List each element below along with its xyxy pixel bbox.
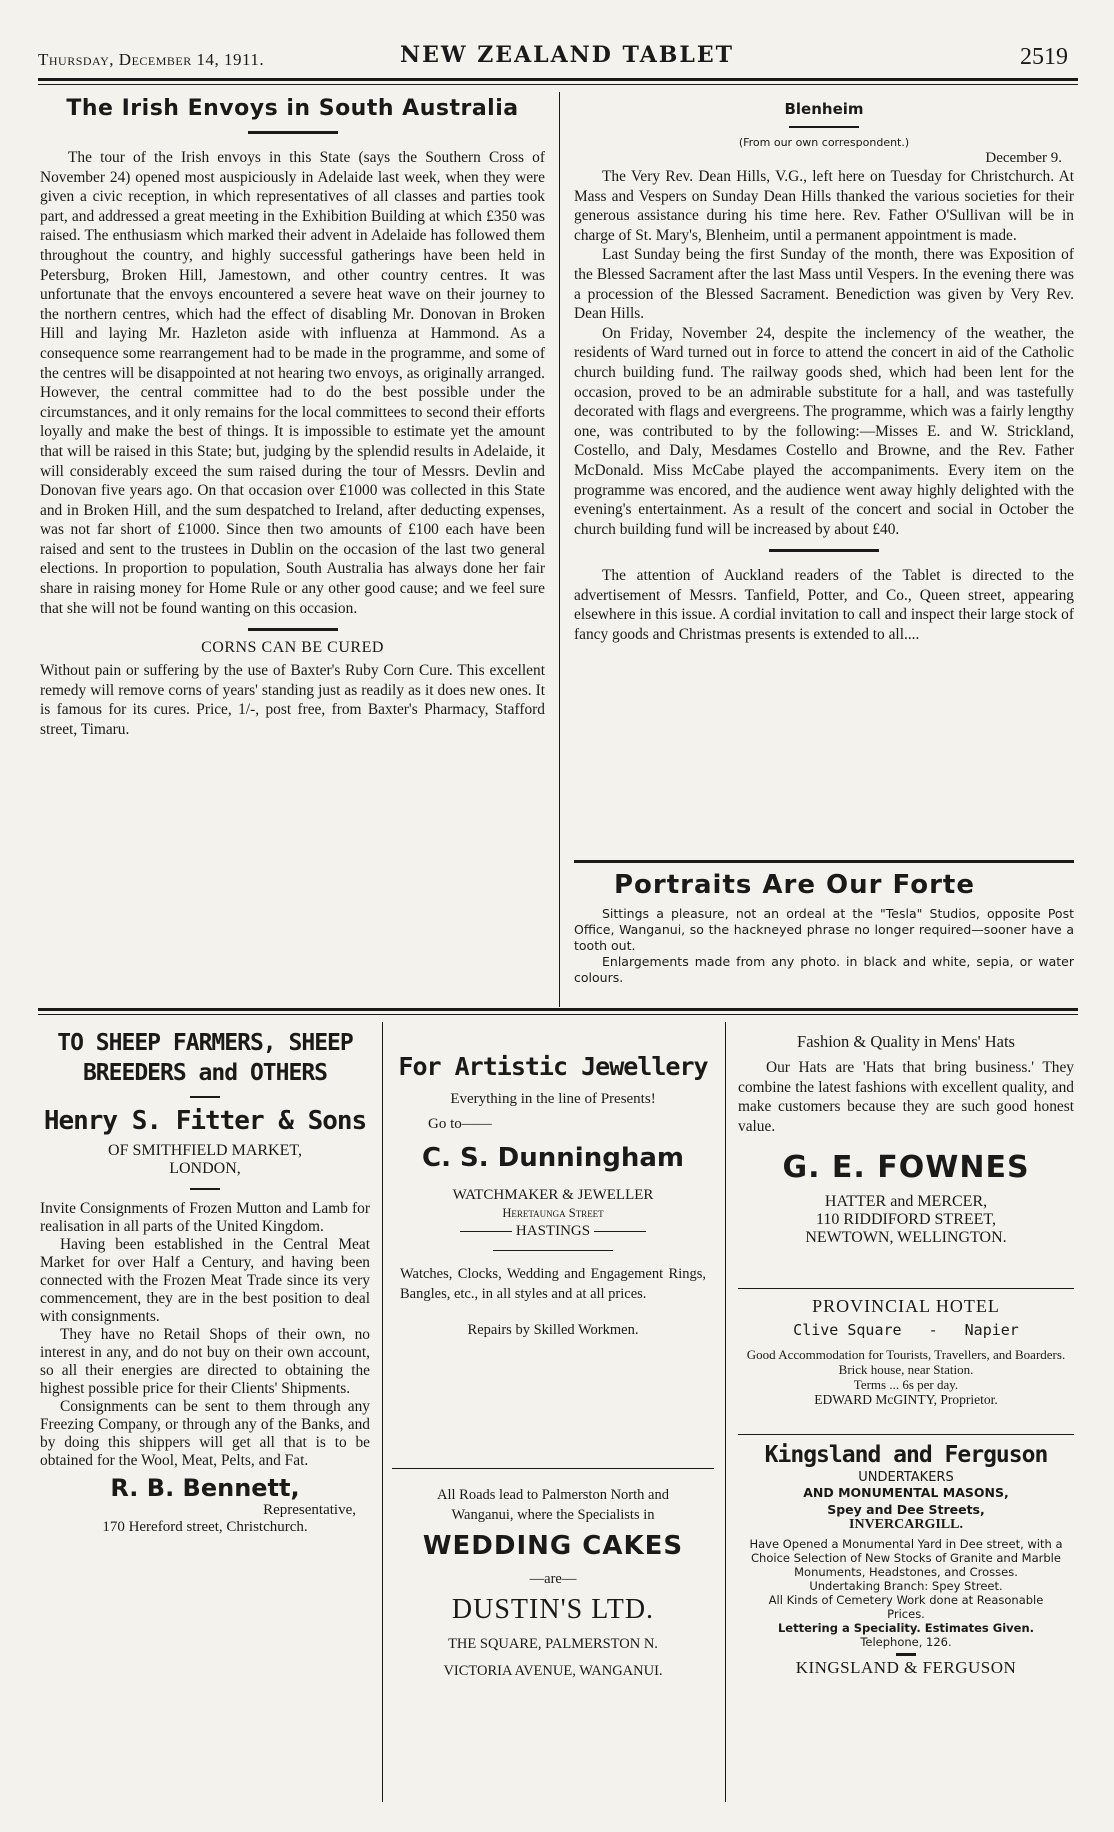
hotel-bottom-rule [738,1434,1074,1435]
cakes-intro: All Roads lead to Palmerston North and Wanganui, where the Specialists in [437,1487,669,1523]
fownes-firm: G. E. FOWNES [782,1150,1030,1185]
hotel-owner: EDWARD McGINTY, Proprietor. [814,1392,998,1407]
fitter-market: OF SMITHFIELD MARKET, [108,1142,302,1159]
hotel-location [738,1321,1074,1339]
hotel-ad [738,1296,1074,1408]
jewellery-goods: Watches, Clocks, Wedding and Engagement Rings, Bangles, etc., in all styles and at all prices. [400,1266,706,1302]
hotel-title: PROVINCIAL HOTEL [812,1296,1000,1316]
cakes-ad [392,1486,714,1680]
cakes-addr-1: THE SQUARE, PALMERSTON N. [448,1636,658,1652]
fitter-para-3: They have no Retail Shops of their own, no interest in any, and do not buy on their own account, so all their energies are directed to obtaining the highest possible price for their Clients' Shipments. [40,1326,370,1397]
kingsland-title: Kingsland and Ferguson [764,1442,1048,1468]
kingsland-work: All Kinds of Cemetery Work done at Reasonable Prices. [768,1593,1044,1621]
kingsland-ad [738,1442,1074,1678]
corns-body: Without pain or suffering by the use of Baxter's Ruby Corn Cure. This excellent remedy will remove corns of years' standing just as readily as it does new ones. It is famous for its cures. Price, 1/-, post free, from Baxter's Pharmacy, Stafford street, Timaru. [40,662,545,739]
jewellery-ad [392,1052,714,1339]
fitter-headline-2: BREEDERS and OTHERS [82,1060,328,1086]
jewellery-rule [493,1250,613,1251]
jewellery-town-text: HASTINGS [515,1223,591,1239]
cakes-addr-2: VICTORIA AVENUE, WANGANUI. [443,1663,663,1679]
fownes-body: Our Hats are 'Hats that bring business.' They combine the latest fashions with excellent quality, and make customers because they are such good honest value. [738,1059,1074,1135]
jewellery-repairs: Repairs by Skilled Workmen. [467,1322,639,1338]
kingsland-footer: KINGSLAND & FERGUSON [795,1658,1017,1677]
cakes-headline: WEDDING CAKES [422,1531,684,1561]
kingsland-line-3: Spey and Dee Streets, [827,1502,985,1517]
portraits-top-rule [574,860,1074,863]
portraits-title: Portraits Are Our Forte [614,870,975,900]
fitter-rep-title: Representative, [263,1502,356,1518]
kingsland-letter: Lettering a Speciality. Estimates Given. [777,1621,1034,1635]
fitter-firm: Henry S. Fitter & Sons [43,1106,367,1136]
fitter-ad [40,1030,370,1536]
blenheim-para-1: The Very Rev. Dean Hills, V.G., left here on Tuesday for Christchurch. At Mass and Vespers on Sunday Dean Hills thanked the various societies for their generous assistance during his time here. Rev. Father O'Sullivan will be in charge of St. Mary's, Blenheim, until a permanent appointment is made. [574,168,1074,244]
fownes-trade: HATTER and MERCER, [824,1193,988,1210]
blenheim-ornament [789,126,859,128]
fitter-rep-name: R. B. Bennett, [110,1474,300,1502]
portraits-ad [574,870,1074,986]
fitter-para-4: Consignments can be sent to them through any Freezing Company, or through any of the Banks, and by doing this shippers will get all that is to be obtained for the Wool, Meat, Pelts, and Fat. [40,1398,370,1469]
fownes-title: Fashion & Quality in Mens' Hats [797,1032,1015,1051]
jewellery-trade: WATCHMAKER & JEWELLER [452,1187,654,1203]
hotel-terms: Terms ... 6s per day. [853,1377,959,1392]
page-number: 2519 [1020,44,1068,70]
jewellery-town [392,1223,714,1240]
portraits-text-1: Sittings a pleasure, not an ordeal at the "Tesla" Studios, opposite Post Office, Wanganui, so the hackneyed phrase no longer required—sooner have a tooth out. [574,906,1074,953]
blenheim-byline: (From our own correspondent.) [738,136,910,149]
ads-divider-2 [725,1022,726,1802]
hotel-location-sep: - [928,1321,938,1339]
jewellery-bottom-rule [392,1468,714,1469]
fownes-bottom-rule [738,1288,1074,1289]
jewellery-firm: C. S. Dunningham [422,1143,684,1173]
masthead: NEW ZEALAND TABLET [400,42,734,68]
blenheim-article [574,100,1074,645]
irish-envoys-article [40,96,545,740]
ads-divider-1 [382,1022,383,1802]
cakes-are: —are— [529,1571,577,1587]
header-rule [38,78,1078,81]
fitter-address: 170 Hereford street, Christchurch. [102,1519,308,1535]
hotel-location-left: Clive Square [793,1321,902,1339]
jewellery-line-2: Go to—— [428,1116,492,1132]
ads-top-rule-thin [38,1014,1078,1015]
fitter-para-2: Having been established in the Central Meat Market for over Half a Century, and having been connected with the Frozen Meat Trade since its very commencement, they are in the best position to deal with consignments. [40,1236,370,1325]
header-rule-thin [38,84,1078,85]
kingsland-ornament [896,1653,916,1656]
portraits-text-2: Enlargements made from any photo. in black and white, sepia, or water colours. [574,954,1074,985]
title-ornament [248,131,338,134]
blenheim-date: December 9. [985,150,1062,166]
blenheim-para-2: Last Sunday being the first Sunday of the month, there was Exposition of the Blessed Sacrament after the last Mass until Vespers. In the evening there was a procession of the Blessed Sacrament. Benediction was given by Very Rev. Dean Hills. [574,246,1074,323]
fitter-headline-1: TO SHEEP FARMERS, SHEEP [57,1030,353,1056]
fitter-city: LONDON, [169,1160,241,1177]
auckland-notice: The attention of Auckland readers of the Tablet is directed to the advertisement of Messrs. Tanfield, Potter, and Co., Queen street, appearing elsewhere in this issue. A cordial invitation to call and inspect their large stock of fancy goods and Christmas presents is extended to all.... [574,567,1074,644]
jewellery-dash-left [460,1231,512,1232]
kingsland-body: Have Opened a Monumental Yard in Dee street, with a Choice Selection of New Stocks of Granite and Marble Monuments, Headstones, and Crosses. [749,1537,1063,1579]
jewellery-title: For Artistic Jewellery [398,1052,708,1081]
fitter-ornament [190,1096,220,1098]
irish-envoys-body: The tour of the Irish envoys in this State (says the Southern Cross of November 24) opened most auspiciously in Adelaide last week, when they were given a civic reception, in which representatives of all classes and parties took part, and addressed a great meeting in the Exhibition Building at which £350 was raised. The enthusiasm which marked their advent in Adelaide has followed them throughout the country, and highly successful gatherings have been held in Petersburg, Broken Hill, Jamestown, and other country centres. It was unfortunate that the envoys encountered a severe heat wave on their journey to the northern centres, which had the effect of disabling Mr. Donovan in Broken Hill and laying Mr. Hazleton aside with influenza at Hammond. As a consequence some rearrangement had to be made in the programme, and some of the centres will be disappointed at not hearing two envoys, as originally arranged. However, the central committee had to do the best possible under the circumstances, and it only remains for the local committees to second their efforts loyally and make the best of things. It is impossible to estimate yet the amount that will be raised in this State; but, judging by the splendid results in Adelaide, it will considerably exceed the sum raised during the tour of Messrs. Devlin and Donovan five years ago. On that occasion over £1000 was collected in this State and in Broken Hill, and the sum despatched to Ireland, after deducting expenses, was not far short of £1000. Since then two amounts of £100 each have been raised and sent to the trustees in Dublin on the occasion of the last two general elections. In proportion to population, South Australia has always done her fair share in raising money for Home Rule or any other good cause; and we feel sure that she will not be found wanting on this occasion. [40,149,545,617]
hotel-location-right: Napier [964,1321,1019,1339]
column-divider [559,92,560,1007]
fownes-addr-2: NEWTOWN, WELLINGTON. [805,1229,1007,1246]
kingsland-branch: Undertaking Branch: Spey Street. [809,1579,1003,1593]
section-ornament [248,628,338,631]
corns-title: CORNS CAN BE CURED [201,639,384,657]
ads-top-rule [38,1008,1078,1011]
irish-envoys-title: The Irish Envoys in South Australia [66,96,519,121]
fownes-addr-1: 110 RIDDIFORD STREET, [816,1211,996,1228]
fitter-para-1: Invite Consignments of Frozen Mutton and Lamb for realisation in all parts of the United Kingdom. [40,1200,370,1235]
kingsland-line-1: UNDERTAKERS [858,1470,954,1485]
jewellery-dash-right [594,1231,646,1232]
fitter-ornament-2 [190,1188,220,1190]
blenheim-end-ornament [769,549,879,552]
blenheim-para-3: On Friday, November 24, despite the inclemency of the weather, the residents of Ward turned out in force to attend the concert in aid of the Catholic church building fund. The railway goods shed, which had been lent for the occasion, proved to be an admirable substitute for a hall, and was tastefully decorated with flags and evergreens. The programme, which was a fairly lengthy one, was contributed to by the following:—Misses E. and W. Strickland, Costello, and Daly, Mesdames Costello and Browne, and the Rev. Father McDonald. Miss McCabe played the accompaniments. Every item on the programme was encored, and the audience went away highly delighted with the evening's entertainment. As a result of the concert and social in October the church building fund will be increased by about £40. [574,324,1074,538]
kingsland-line-2: AND MONUMENTAL MASONS, [803,1485,1009,1500]
kingsland-phone: Telephone, 126. [860,1635,952,1649]
fownes-ad [738,1032,1074,1247]
cakes-firm: DUSTIN'S LTD. [451,1594,655,1625]
hotel-body: Good Accommodation for Tourists, Travellers, and Boarders. Brick house, near Station. [746,1347,1066,1377]
issue-date: Thursday, December 14, 1911. [38,50,265,69]
jewellery-street: Heretaunga Street [502,1206,604,1220]
jewellery-line-1: Everything in the line of Presents! [450,1091,656,1107]
blenheim-title: Blenheim [784,100,864,118]
kingsland-line-4: INVERCARGILL. [849,1517,963,1532]
